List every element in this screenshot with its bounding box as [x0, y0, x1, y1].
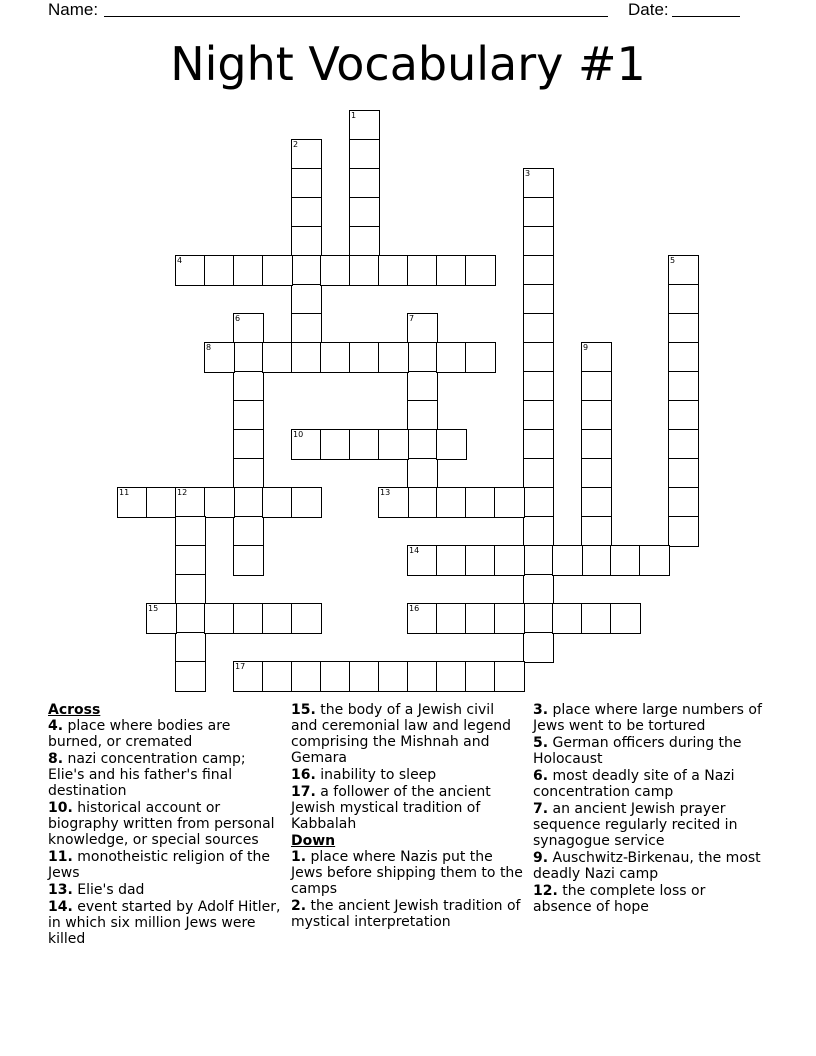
grid-cell[interactable] [523, 284, 554, 315]
grid-cell[interactable] [407, 429, 438, 460]
clue-text: monotheistic religion of the Jews [48, 849, 271, 881]
grid-cell[interactable] [291, 313, 322, 344]
clue-number: 4. [48, 718, 64, 734]
cell-number: 13 [380, 488, 391, 497]
clue-text: Auschwitz-Birkenau, the most deadly Nazi camp [533, 850, 761, 882]
grid-cell[interactable] [494, 487, 525, 518]
grid-cell[interactable] [523, 255, 554, 286]
clue-column-1 [48, 702, 282, 948]
grid-cell[interactable] [581, 516, 612, 547]
clue-column-3 [533, 702, 765, 916]
clue-number: 10. [48, 800, 73, 816]
grid-cell[interactable] [146, 487, 177, 518]
grid-cell[interactable] [349, 168, 380, 199]
grid-cell[interactable] [291, 603, 322, 634]
grid-cell[interactable] [175, 632, 206, 663]
grid-cell[interactable] [320, 661, 351, 692]
grid-cell[interactable] [465, 255, 496, 286]
cell-number: 4 [177, 256, 183, 265]
grid-cell[interactable] [581, 371, 612, 402]
grid-cell[interactable] [436, 429, 467, 460]
grid-cell[interactable] [378, 429, 409, 460]
cell-number: 14 [409, 546, 420, 555]
clue-text: place where large numbers of Jews went to be tortured [533, 702, 762, 734]
clue-number: 14. [48, 899, 73, 915]
grid-cell[interactable] [262, 487, 293, 518]
grid-cell[interactable] [436, 487, 467, 518]
grid-cell[interactable] [523, 313, 554, 344]
grid-cell[interactable] [204, 255, 235, 286]
grid-cell[interactable] [668, 487, 699, 518]
grid-cell[interactable] [494, 603, 525, 634]
grid-cell[interactable] [668, 429, 699, 460]
grid-cell[interactable] [349, 255, 380, 286]
cell-number: 3 [525, 169, 531, 178]
clue-number: 1. [291, 849, 307, 865]
clue-number: 9. [533, 850, 549, 866]
clue-across-15 [291, 702, 523, 766]
clue-number: 17. [291, 784, 316, 800]
grid-cell[interactable] [378, 255, 409, 286]
clue-across-11 [48, 849, 282, 881]
grid-cell[interactable] [523, 371, 554, 402]
grid-cell[interactable] [349, 226, 380, 257]
grid-cell[interactable] [291, 168, 322, 199]
grid-cell[interactable] [262, 342, 293, 373]
grid-cell[interactable] [233, 313, 264, 344]
clue-text: an ancient Jewish prayer sequence regularly recited in synagogue service [533, 801, 738, 849]
grid-cell[interactable] [407, 371, 438, 402]
grid-cell[interactable] [407, 342, 438, 373]
grid-cell[interactable] [465, 661, 496, 692]
grid-cell[interactable] [668, 371, 699, 402]
grid-cell[interactable] [465, 545, 496, 576]
clue-across-14 [48, 899, 282, 947]
grid-cell[interactable] [465, 603, 496, 634]
grid-cell[interactable] [523, 574, 554, 605]
grid-cell[interactable] [668, 400, 699, 431]
grid-cell[interactable] [436, 661, 467, 692]
clue-text: historical account or biography written from personal knowledge, or special sources [48, 800, 275, 848]
cell-number: 17 [235, 662, 246, 671]
grid-cell[interactable] [610, 545, 641, 576]
grid-cell[interactable] [639, 545, 670, 576]
clue-down-5 [533, 735, 765, 767]
clue-down-12 [533, 883, 765, 915]
date-label: Date: [628, 0, 669, 19]
cell-number: 6 [235, 314, 241, 323]
grid-cell[interactable] [668, 342, 699, 373]
grid-cell[interactable] [581, 545, 612, 576]
grid-cell[interactable] [407, 313, 438, 344]
grid-cell[interactable] [175, 255, 206, 286]
grid-cell[interactable] [349, 110, 380, 141]
grid-cell[interactable] [523, 545, 554, 576]
grid-cell[interactable] [320, 255, 351, 286]
grid-cell[interactable] [523, 487, 554, 518]
clue-across-13 [48, 882, 282, 898]
cell-number: 16 [409, 604, 420, 613]
grid-cell[interactable] [581, 429, 612, 460]
grid-cell[interactable] [175, 516, 206, 547]
grid-cell[interactable] [233, 400, 264, 431]
clue-text: Elie's dad [72, 882, 145, 898]
grid-cell[interactable] [320, 342, 351, 373]
grid-cell[interactable] [349, 661, 380, 692]
grid-cell[interactable] [581, 342, 612, 373]
clue-number: 7. [533, 801, 549, 817]
grid-cell[interactable] [175, 603, 206, 634]
clue-text: the ancient Jewish tradition of mystical interpretation [291, 898, 521, 930]
grid-cell[interactable] [349, 342, 380, 373]
grid-cell[interactable] [523, 226, 554, 257]
cell-number: 8 [206, 343, 212, 352]
grid-cell[interactable] [291, 284, 322, 315]
grid-cell[interactable] [320, 429, 351, 460]
cell-number: 15 [148, 604, 159, 613]
clue-across-10 [48, 800, 282, 848]
clue-text: place where bodies are burned, or cremated [48, 718, 231, 750]
grid-cell[interactable] [349, 139, 380, 170]
clue-text: event started by Adolf Hitler, in which six million Jews were killed [48, 899, 281, 947]
clue-number: 8. [48, 751, 64, 767]
clue-down-9 [533, 850, 765, 882]
clue-number: 11. [48, 849, 73, 865]
grid-cell[interactable] [581, 487, 612, 518]
clue-number: 5. [533, 735, 549, 751]
cell-number: 1 [351, 111, 357, 120]
grid-cell[interactable] [204, 342, 235, 373]
grid-cell[interactable] [291, 226, 322, 257]
grid-cell[interactable] [523, 429, 554, 460]
grid-cell[interactable] [523, 400, 554, 431]
clue-down-1 [291, 849, 523, 897]
grid-cell[interactable] [233, 342, 264, 373]
clue-across-8 [48, 751, 282, 799]
grid-cell[interactable] [233, 545, 264, 576]
grid-cell[interactable] [523, 168, 554, 199]
grid-cell[interactable] [494, 545, 525, 576]
grid-cell[interactable] [668, 516, 699, 547]
grid-cell[interactable] [233, 255, 264, 286]
clue-text: most deadly site of a Nazi concentration camp [533, 768, 735, 800]
clue-down-3 [533, 702, 765, 734]
grid-cell[interactable] [407, 603, 438, 634]
clue-number: 2. [291, 898, 307, 914]
grid-cell[interactable] [262, 661, 293, 692]
grid-cell[interactable] [523, 342, 554, 373]
grid-cell[interactable] [233, 371, 264, 402]
clue-number: 12. [533, 883, 558, 899]
clue-text: German officers during the Holocaust [533, 735, 742, 767]
clue-number: 6. [533, 768, 549, 784]
grid-cell[interactable] [581, 458, 612, 489]
grid-cell[interactable] [552, 603, 583, 634]
cell-number: 2 [293, 140, 299, 149]
clue-down-2 [291, 898, 523, 930]
grid-cell[interactable] [436, 342, 467, 373]
grid-cell[interactable] [465, 342, 496, 373]
grid-cell[interactable] [233, 458, 264, 489]
clue-number: 15. [291, 702, 316, 718]
cell-number: 12 [177, 488, 188, 497]
grid-cell[interactable] [233, 516, 264, 547]
grid-cell[interactable] [407, 255, 438, 286]
clue-number: 3. [533, 702, 549, 718]
grid-cell[interactable] [494, 661, 525, 692]
clue-across-16 [291, 767, 523, 783]
grid-cell[interactable] [233, 487, 264, 518]
clue-text: the body of a Jewish civil and ceremonial law and legend comprising the Mishnah and Gemara [291, 702, 511, 766]
clue-number: 16. [291, 767, 316, 783]
grid-cell[interactable] [349, 429, 380, 460]
grid-cell[interactable] [262, 603, 293, 634]
grid-cell[interactable] [146, 603, 177, 634]
across-heading: Across [48, 702, 101, 718]
grid-cell[interactable] [233, 603, 264, 634]
grid-cell[interactable] [465, 487, 496, 518]
cell-number: 5 [670, 256, 676, 265]
grid-cell[interactable] [175, 487, 206, 518]
grid-cell[interactable] [407, 545, 438, 576]
cell-number: 10 [293, 430, 304, 439]
clue-column-2 [291, 702, 523, 931]
clue-number: 13. [48, 882, 73, 898]
down-heading: Down [291, 833, 336, 849]
clue-text: nazi concentration camp; Elie's and his father's final destination [48, 751, 246, 799]
grid-cell[interactable] [436, 255, 467, 286]
grid-cell[interactable] [552, 545, 583, 576]
grid-cell[interactable] [204, 487, 235, 518]
grid-cell[interactable] [581, 400, 612, 431]
clue-across-4 [48, 718, 282, 750]
grid-cell[interactable] [436, 545, 467, 576]
grid-cell[interactable] [436, 603, 467, 634]
grid-cell[interactable] [233, 661, 264, 692]
grid-cell[interactable] [523, 197, 554, 228]
page-title: Night Vocabulary #1 [170, 37, 646, 91]
clue-text: inability to sleep [315, 767, 437, 783]
grid-cell[interactable] [291, 197, 322, 228]
grid-cell[interactable] [523, 632, 554, 663]
grid-cell[interactable] [668, 255, 699, 286]
grid-cell[interactable] [407, 661, 438, 692]
clue-down-6 [533, 768, 765, 800]
grid-cell[interactable] [378, 487, 409, 518]
grid-cell[interactable] [407, 400, 438, 431]
cell-number: 9 [583, 343, 589, 352]
grid-cell[interactable] [175, 545, 206, 576]
grid-cell[interactable] [668, 313, 699, 344]
grid-cell[interactable] [291, 255, 322, 286]
clue-text: place where Nazis put the Jews before shipping them to the camps [291, 849, 523, 897]
clue-down-7 [533, 801, 765, 849]
grid-cell[interactable] [378, 342, 409, 373]
grid-cell[interactable] [407, 487, 438, 518]
grid-cell[interactable] [523, 516, 554, 547]
grid-cell[interactable] [378, 661, 409, 692]
clue-text: a follower of the ancient Jewish mystical tradition of Kabbalah [291, 784, 491, 832]
grid-cell[interactable] [291, 139, 322, 170]
grid-cell[interactable] [668, 458, 699, 489]
cell-number: 7 [409, 314, 415, 323]
grid-cell[interactable] [291, 487, 322, 518]
grid-cell[interactable] [117, 487, 148, 518]
grid-cell[interactable] [175, 661, 206, 692]
clue-across-17 [291, 784, 523, 832]
clue-text: the complete loss or absence of hope [533, 883, 706, 915]
grid-cell[interactable] [407, 458, 438, 489]
grid-cell[interactable] [175, 574, 206, 605]
grid-cell[interactable] [581, 603, 612, 634]
grid-cell[interactable] [291, 342, 322, 373]
grid-cell[interactable] [291, 661, 322, 692]
cell-number: 11 [119, 488, 130, 497]
grid-cell[interactable] [610, 603, 641, 634]
grid-cell[interactable] [233, 429, 264, 460]
grid-cell[interactable] [668, 284, 699, 315]
grid-cell[interactable] [349, 197, 380, 228]
grid-cell[interactable] [204, 603, 235, 634]
grid-cell[interactable] [262, 255, 293, 286]
grid-cell[interactable] [291, 429, 322, 460]
grid-cell[interactable] [523, 603, 554, 634]
grid-cell[interactable] [523, 458, 554, 489]
name-label: Name: [48, 0, 99, 19]
